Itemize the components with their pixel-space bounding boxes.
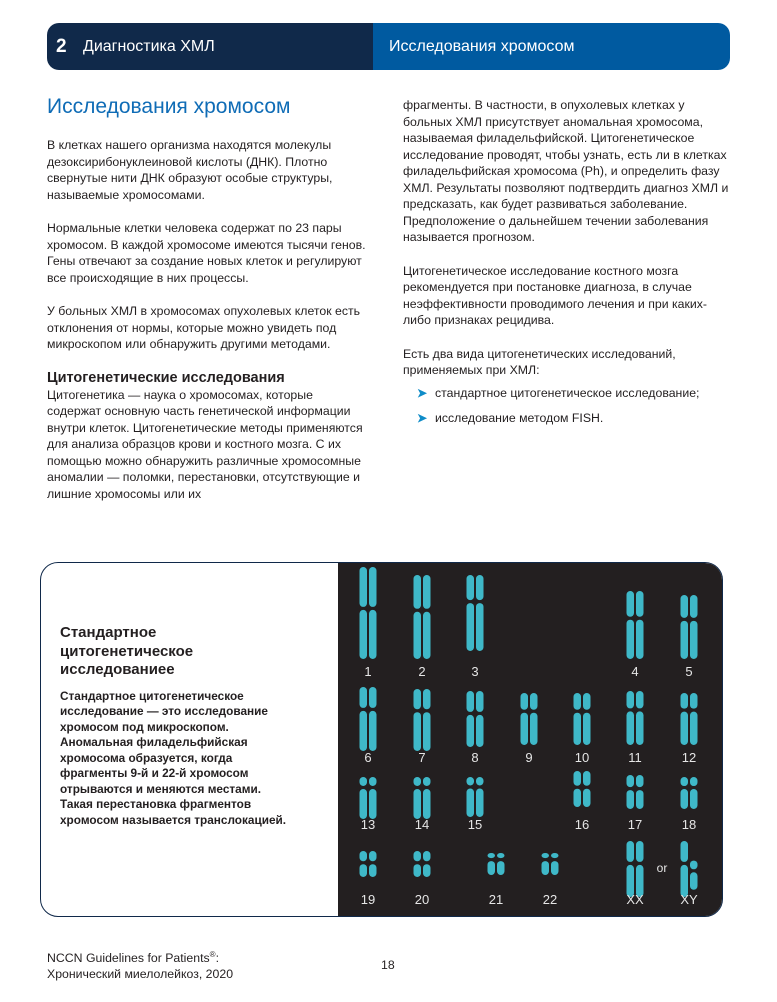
chromosome-label: 11 — [628, 750, 642, 765]
paragraph-test-types: Есть два вида цитогенетических исследований, применяемых при ХМЛ: — [403, 346, 676, 377]
chromosome-pair-13 — [360, 777, 377, 819]
chromosome-pair-22 — [542, 853, 559, 875]
chromosome-pair-14 — [414, 777, 431, 819]
chromosome-label: 2 — [418, 664, 426, 679]
chromosome-pair-3 — [467, 575, 484, 651]
list-item-text: стандартное цитогенетическое исследование; — [435, 385, 700, 400]
chromosome-pair-19 — [360, 851, 377, 877]
chromosome-label: 3 — [471, 664, 479, 679]
figure-description: Стандартное цитогенетическое исследование — это исследование хромосом под микроскопом. Аномальная филадельфийская хромосома образуется, когда фрагменты 9-й и 22-й хромосом отрываются и меняются местами. Такая перестановка фрагментов хромосом называется транслокацией. — [60, 688, 287, 827]
list-item — [403, 410, 733, 427]
chromosome-label: 20 — [414, 892, 430, 907]
chromosome-label: XY — [680, 892, 698, 907]
chromosome-label: 19 — [360, 892, 376, 907]
section-title: Исследования хромосом — [389, 37, 575, 55]
chromosome-label: 15 — [467, 817, 483, 832]
chromosome-label: 13 — [360, 817, 376, 832]
chromosome-label: 1 — [364, 664, 372, 679]
chromosome-label: 5 — [685, 664, 693, 679]
chromosome-pair-12 — [681, 693, 698, 745]
page-number: 18 — [381, 958, 395, 972]
left-column — [47, 95, 367, 502]
chromosome-pair-6 — [360, 687, 377, 751]
paragraph-philadelphia: фрагменты. В частности, в опухолевых клетках у больных ХМЛ присутствует аномальная хромосома, называемая филадельфийской. Цитогенетическое исследование проводят, чтобы узнать, есть ли в клетках филадельфийская хромосома (Ph), и определить фазу ХМЛ. Результаты позволяют подтвердить диагноз ХМЛ и предсказать, как будет развиваться заболевание. Предположение о дальнейшем течении заболевания называется прогнозом. — [403, 98, 729, 244]
chromosome-label: 14 — [414, 817, 430, 832]
chromosome-pair-2 — [414, 575, 431, 659]
karyotype-figure — [40, 562, 723, 917]
arrow-bullet-icon: ➤ — [417, 385, 428, 400]
chromosome-pair-11 — [627, 691, 644, 745]
figure-caption — [60, 624, 290, 828]
chromosome-pair-21 — [488, 853, 505, 875]
paragraph-cytogenetics: Цитогенетика — наука о хромосомах, которые содержат основную часть генетической информации внутри клеток. Цитогенетические методы применяются для анализа образцов крови и костного мозга. С их помощью можно обнаружить различные хромосомные аномалии — поломки, перестановки, отсутствующие и лишние хромосомы или их — [47, 387, 363, 501]
chromosome-pair-4 — [627, 591, 644, 659]
test-types-list — [403, 385, 733, 427]
page-footer — [47, 947, 233, 982]
chromosome-pair-15 — [467, 777, 484, 817]
chromosome-pair-7 — [414, 689, 431, 751]
section-tab — [373, 23, 730, 70]
chromosome-label: 16 — [574, 817, 590, 832]
list-item-text: исследование методом FISH. — [435, 411, 604, 425]
chapter-number: 2 — [56, 35, 67, 57]
paragraph-cml: У больных ХМЛ в хромосомах опухолевых клеток есть отклонения от нормы, которые можно увидеть под микроскопом или обнаружить другими методами. — [47, 304, 361, 351]
chromosome-pair-9 — [521, 693, 538, 745]
right-column — [403, 97, 733, 436]
chromosome-label: 18 — [681, 817, 697, 832]
chromosome-label: 6 — [364, 750, 372, 765]
chromosome-pair-xx — [627, 841, 644, 897]
chromosome-label: 4 — [631, 664, 639, 679]
chromosome-pair-1 — [360, 567, 377, 659]
chromosome-label: 22 — [542, 892, 558, 907]
chromosome-label: XX — [626, 892, 644, 907]
chromosome-pair-16 — [574, 771, 591, 807]
karyotype-image — [338, 563, 723, 917]
paragraph-bone-marrow: Цитогенетическое исследование костного мозга рекомендуется при постановке диагноза, в случае неэффективности проводимого лечения и при каких-либо признаках рецидива. — [403, 263, 707, 327]
chromosome-pair-5 — [681, 595, 698, 659]
footer-publication: NCCN Guidelines for Patients®: — [47, 950, 219, 966]
chromosome-pair-20 — [414, 851, 431, 877]
page-header — [47, 23, 730, 70]
list-item — [403, 385, 733, 402]
page-title: Исследования хромосом — [47, 95, 291, 118]
chromosome-pair-8 — [467, 691, 484, 747]
paragraph-dna: В клетках нашего организма находятся молекулы дезоксирибонуклеиновой кислоты (ДНК). Плотно свернутые нити ДНК образуют особые структуры, называемые хромосомами. — [47, 138, 333, 202]
chromosome-pair-17 — [627, 775, 644, 809]
chromosome-label: 21 — [488, 892, 504, 907]
figure-title: Стандартное цитогенетическое исследованиее — [60, 624, 194, 678]
chromosome-label: 17 — [627, 817, 643, 832]
karyotype-illustration — [338, 563, 723, 917]
cytogenetics-heading: Цитогенетические исследования — [47, 369, 285, 386]
chapter-tab — [47, 23, 373, 70]
chromosome-label: 10 — [574, 750, 590, 765]
chapter-title: Диагностика ХМЛ — [83, 37, 215, 55]
footer-title: Хронический миелолейкоз, 2020 — [47, 967, 234, 982]
or-label: or — [656, 861, 668, 875]
chromosome-label: 12 — [681, 750, 697, 765]
arrow-bullet-icon: ➤ — [417, 411, 428, 425]
chromosome-pair-xy — [681, 841, 698, 897]
chromosome-pair-10 — [574, 693, 591, 745]
chromosome-label: 8 — [471, 750, 479, 765]
chromosome-label: 7 — [418, 750, 426, 765]
paragraph-chromosomes: Нормальные клетки человека содержат по 23 пары хромосом. В каждой хромосоме имеются тысячи генов. Гены отвечают за создание новых клеток и регулируют все происходящие в них процессы. — [47, 221, 366, 285]
chromosome-pair-18 — [681, 777, 698, 809]
chromosome-label: 9 — [525, 750, 533, 765]
